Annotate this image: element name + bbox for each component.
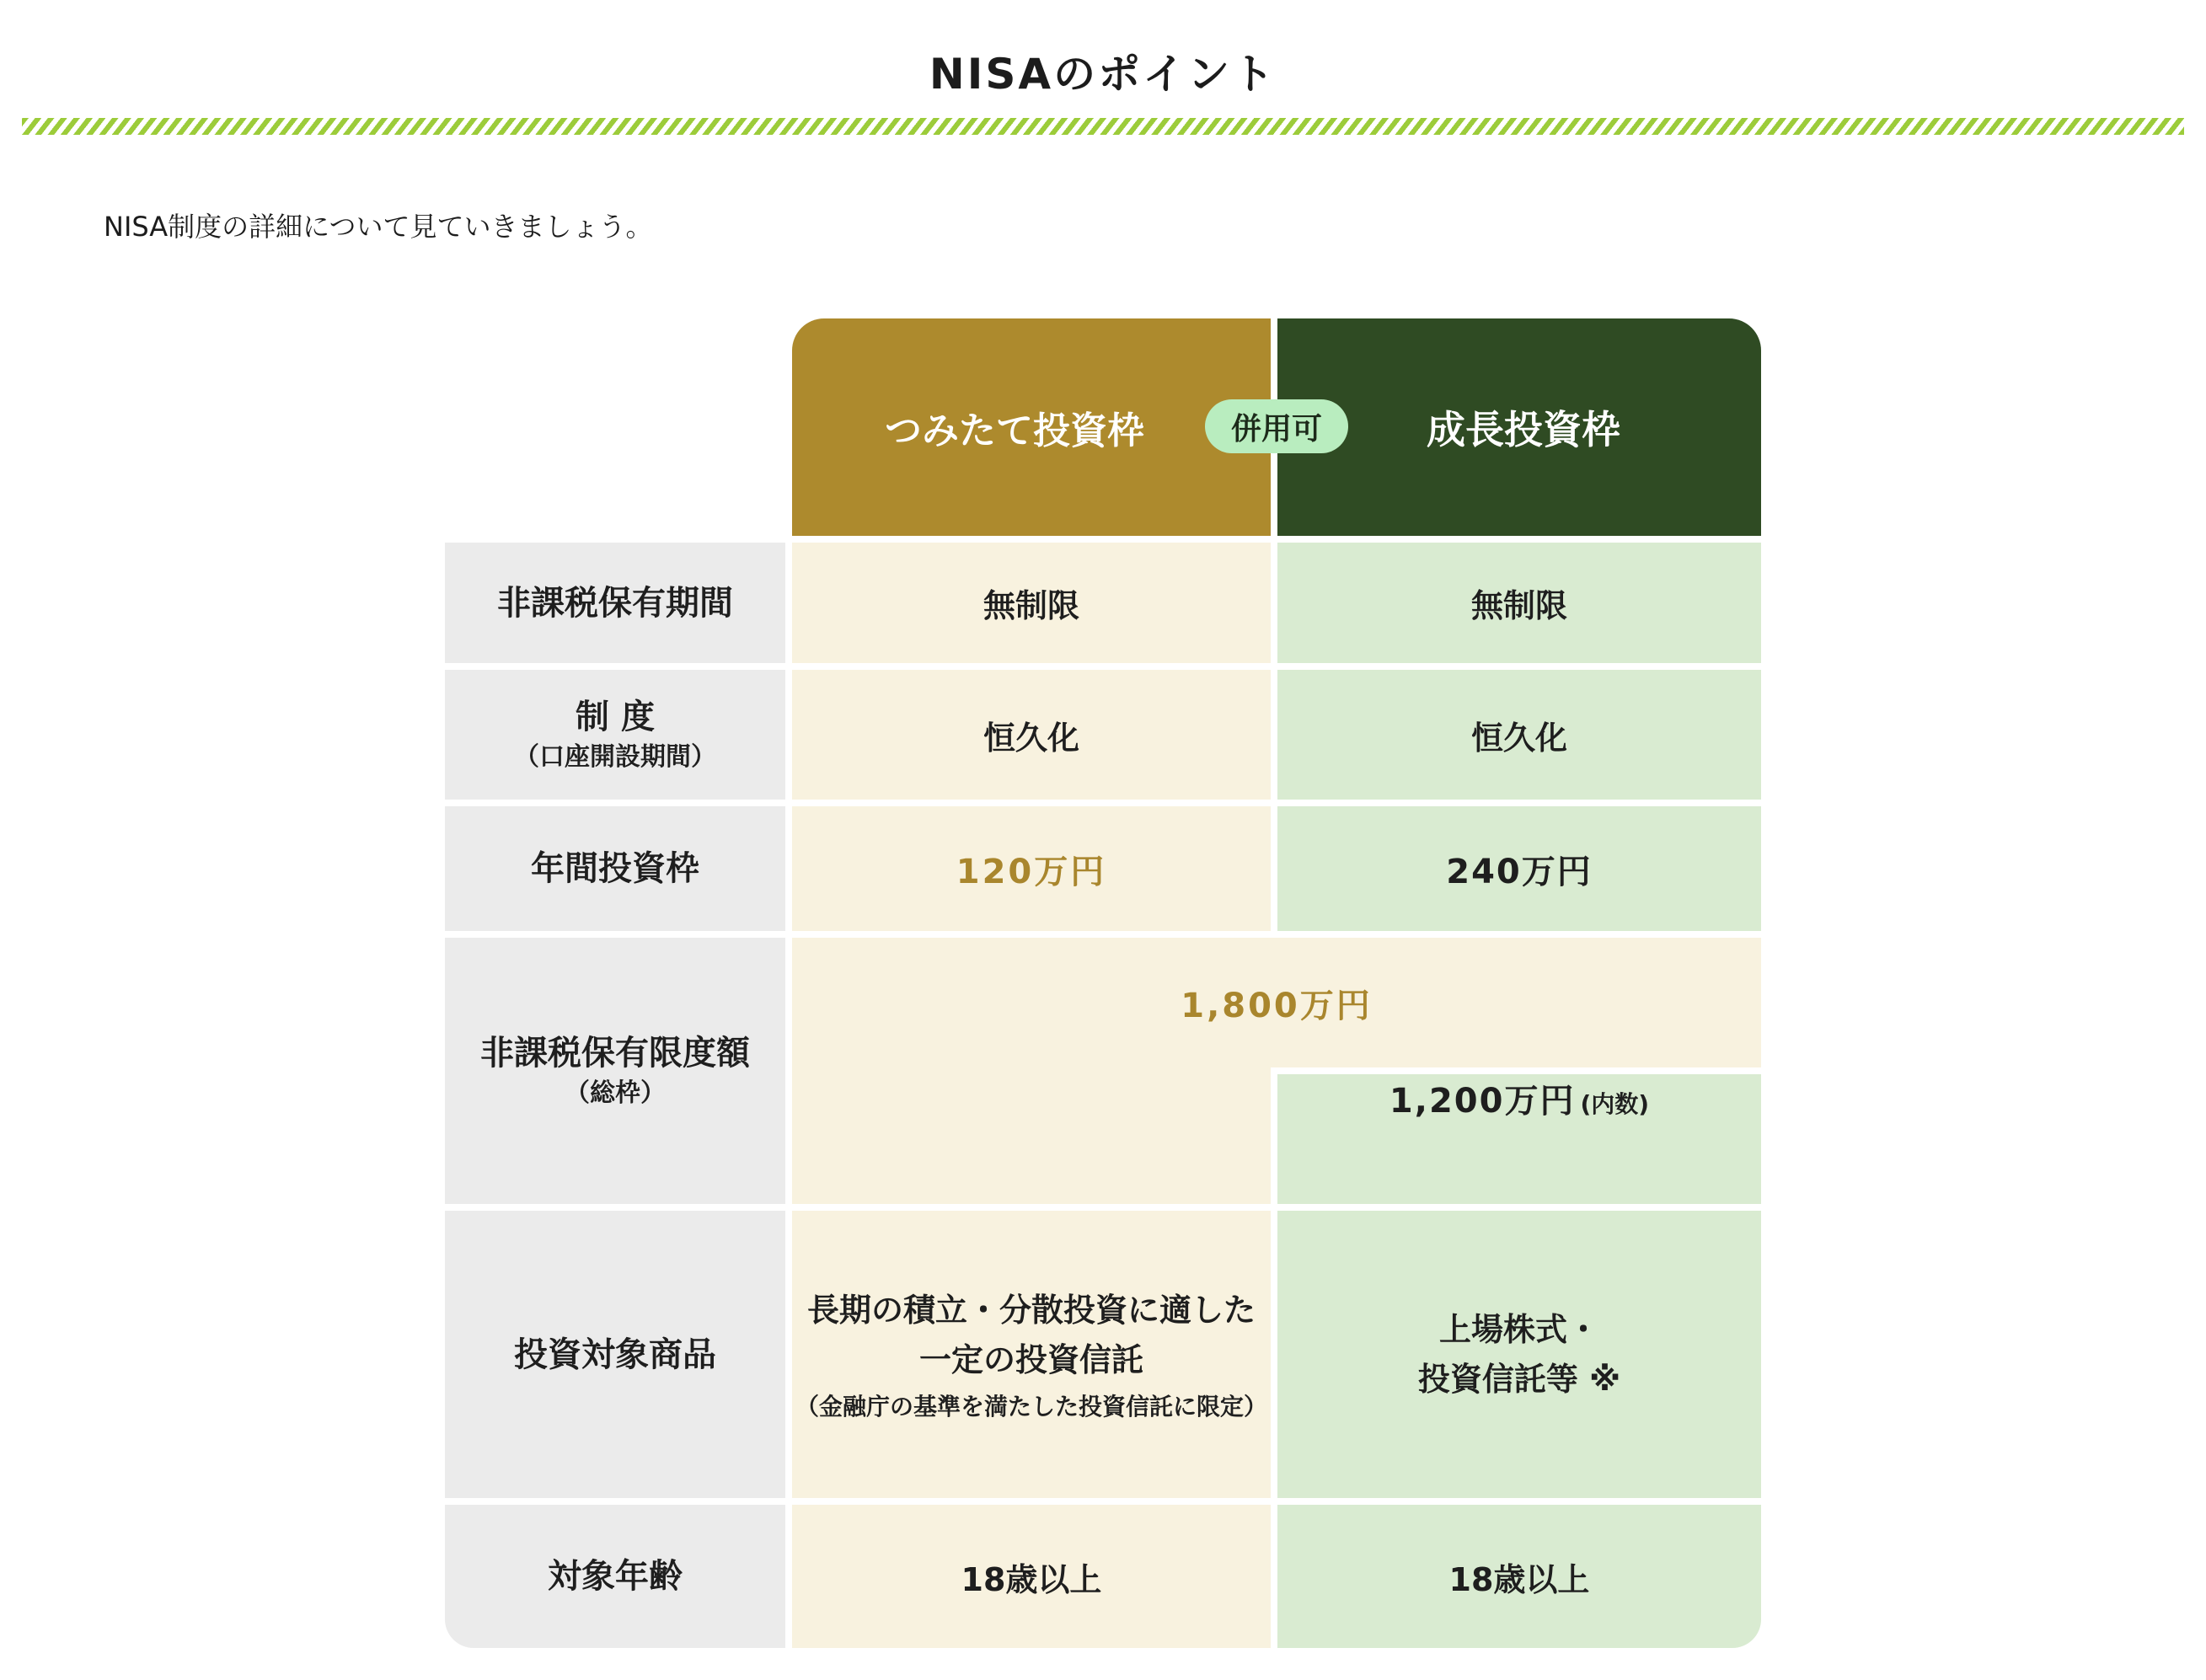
- seichou-system-value: 恒久化: [1470, 719, 1567, 757]
- seichou-products-line2: 投資信託等 ※: [1417, 1360, 1621, 1398]
- label-annual-limit: [445, 806, 785, 931]
- header-tsumitate-label: つみたて投資枠: [885, 409, 1144, 452]
- header-seichou-label: 成長投資枠: [1427, 407, 1620, 452]
- label-system-sub: （口座開設期間）: [514, 742, 716, 772]
- label-products-text: 投資対象商品: [514, 1335, 716, 1374]
- page-title: NISAのポイント: [929, 50, 1277, 99]
- tsumitate-age-value: 18歳以上: [961, 1560, 1102, 1598]
- header-seichou: [1277, 318, 1761, 536]
- label-age: [445, 1505, 785, 1648]
- seichou-total-limit: [1277, 1074, 1761, 1204]
- tsumitate-products-line1: 長期の積立・分散投資に適した: [806, 1292, 1256, 1330]
- tsumitate-age: [792, 1505, 1271, 1648]
- seichou-products-line1: 上場株式・: [1438, 1310, 1599, 1348]
- intro-text: NISA制度の詳細について見ていきましょう。: [104, 211, 653, 243]
- seichou-age-value: 18歳以上: [1448, 1560, 1590, 1598]
- seichou-holding-period-value: 無制限: [1470, 587, 1567, 624]
- label-total-limit-sub: （総枠）: [565, 1078, 666, 1108]
- tsumitate-system: [792, 670, 1271, 800]
- seichou-system: [1277, 670, 1761, 800]
- tsumitate-products: [792, 1211, 1271, 1498]
- tsumitate-system-value: 恒久化: [983, 719, 1079, 757]
- seichou-total-limit-value: 1,200万円: [1389, 1082, 1576, 1121]
- seichou-annual-limit: [1277, 806, 1761, 931]
- label-system: [445, 670, 785, 800]
- seichou-annual-limit-value: 240万円: [1446, 852, 1593, 891]
- tsumitate-total-limit-blank: [792, 1067, 1271, 1204]
- label-products: [445, 1211, 785, 1498]
- striped-divider: [22, 118, 2184, 135]
- tsumitate-products-line2: 一定の投資信託: [918, 1341, 1143, 1379]
- tsumitate-annual-limit-value: 120万円: [956, 852, 1107, 891]
- header-tsumitate: [792, 318, 1271, 536]
- label-holding-period: [445, 543, 785, 663]
- label-system-text: 制 度: [576, 698, 655, 736]
- label-age-text: 対象年齢: [548, 1557, 683, 1596]
- label-annual-limit-text: 年間投資枠: [531, 849, 699, 888]
- label-holding-period-text: 非課税保有期間: [497, 583, 733, 623]
- total-limit-combined-value: 1,800万円: [1181, 986, 1373, 1025]
- seichou-products: [1277, 1211, 1761, 1498]
- tsumitate-annual-limit: [792, 806, 1271, 931]
- nisa-comparison-table: [445, 318, 1761, 1656]
- label-total-limit-text: 非課税保有限度額: [480, 1034, 750, 1073]
- tsumitate-holding-period: [792, 543, 1271, 663]
- total-limit-combined: [792, 938, 1761, 1067]
- seichou-total-limit-note: (内数): [1580, 1090, 1650, 1118]
- tsumitate-products-note: （金融庁の基準を満たした投資信託に限定）: [795, 1393, 1267, 1421]
- heiyou-badge: 併用可: [1205, 399, 1348, 453]
- tsumitate-holding-period-value: 無制限: [983, 587, 1079, 624]
- seichou-holding-period: [1277, 543, 1761, 663]
- seichou-age: [1277, 1505, 1761, 1648]
- label-total-limit: [445, 938, 785, 1204]
